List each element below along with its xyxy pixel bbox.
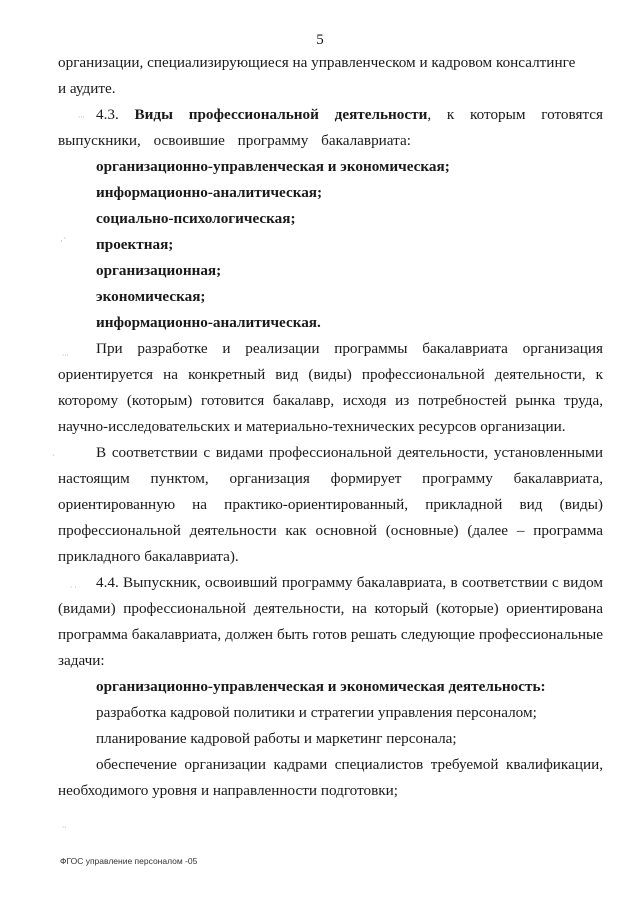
scan-speck: ∙ ∙ [70,582,77,592]
scan-speck: ·ˊ [60,236,66,246]
section-4-4: 4.4. Выпускник, освоивший программу бакалавриата, в соответствии с видом (видами) профессиональной деятельности, на который (которые) ориентирована программа бакалавриата, должен быть готов решать следующие профессиональные задачи: [58,574,603,669]
activity-item: информационно-аналитическая; [96,184,323,201]
continuation-line: организации, специализирующиеся на управленческом и кадровом консалтинге [58,54,576,71]
scan-speck: ∙∙∙ [62,350,69,360]
section-4-3-text: , к которым готовятся выпускники, освоившие программу бакалавриата: [58,106,603,149]
section-4-3-title: Виды профессиональной деятельности [134,106,428,123]
scan-speck: ∙∙ [62,822,67,832]
continuation-line-end: и аудите. [58,80,116,97]
task-item: разработка кадровой политики и стратегии управления персоналом; [96,704,537,721]
activity-item: организационно-управленческая и экономическая; [96,158,450,175]
activity-item: информационно-аналитическая. [96,314,321,331]
task-item: обеспечение организации кадрами специалистов требуемой квалификации, необходимого уровня и направленности подготовки; [58,756,603,799]
scan-speck: ˏ [52,446,55,456]
tasks-heading: организационно-управленческая и экономическая деятельность: [96,678,546,695]
task-item: планирование кадровой работы и маркетинг персонала; [96,730,457,747]
footer-note: ФГОС управление персоналом -05 [60,856,198,866]
section-4-3-number: 4.3. [96,106,119,123]
activity-item: проектная; [96,236,174,253]
paragraph-applied-bachelor: В соответствии с видами профессиональной деятельности, установленными настоящим пунктом, организация формирует программу бакалавриата, ориентированную на практико-ориентированный, прикладной вид (виды) профессиональной деятельности как основной (основные) (далее – программа прикладного бакалавриата). [58,444,603,565]
paragraph-orientation: При разработке и реализации программы бакалавриата организация ориентируется на конкретный вид (виды) профессиональной деятельности, к которому (которым) готовится бакалавр, исходя из потребностей рынка труда, научно-исследовательских и материально-технических ресурсов организации. [58,340,603,435]
activity-item: организационная; [96,262,222,279]
activities-list [58,154,603,336]
scan-speck: ∙∙∙ [78,112,85,122]
page-number: 5 [316,32,324,48]
section-4-3 [58,102,603,154]
activity-item: экономическая; [96,288,206,305]
document-body [58,50,603,804]
activity-item: социально-психологическая; [96,210,296,227]
